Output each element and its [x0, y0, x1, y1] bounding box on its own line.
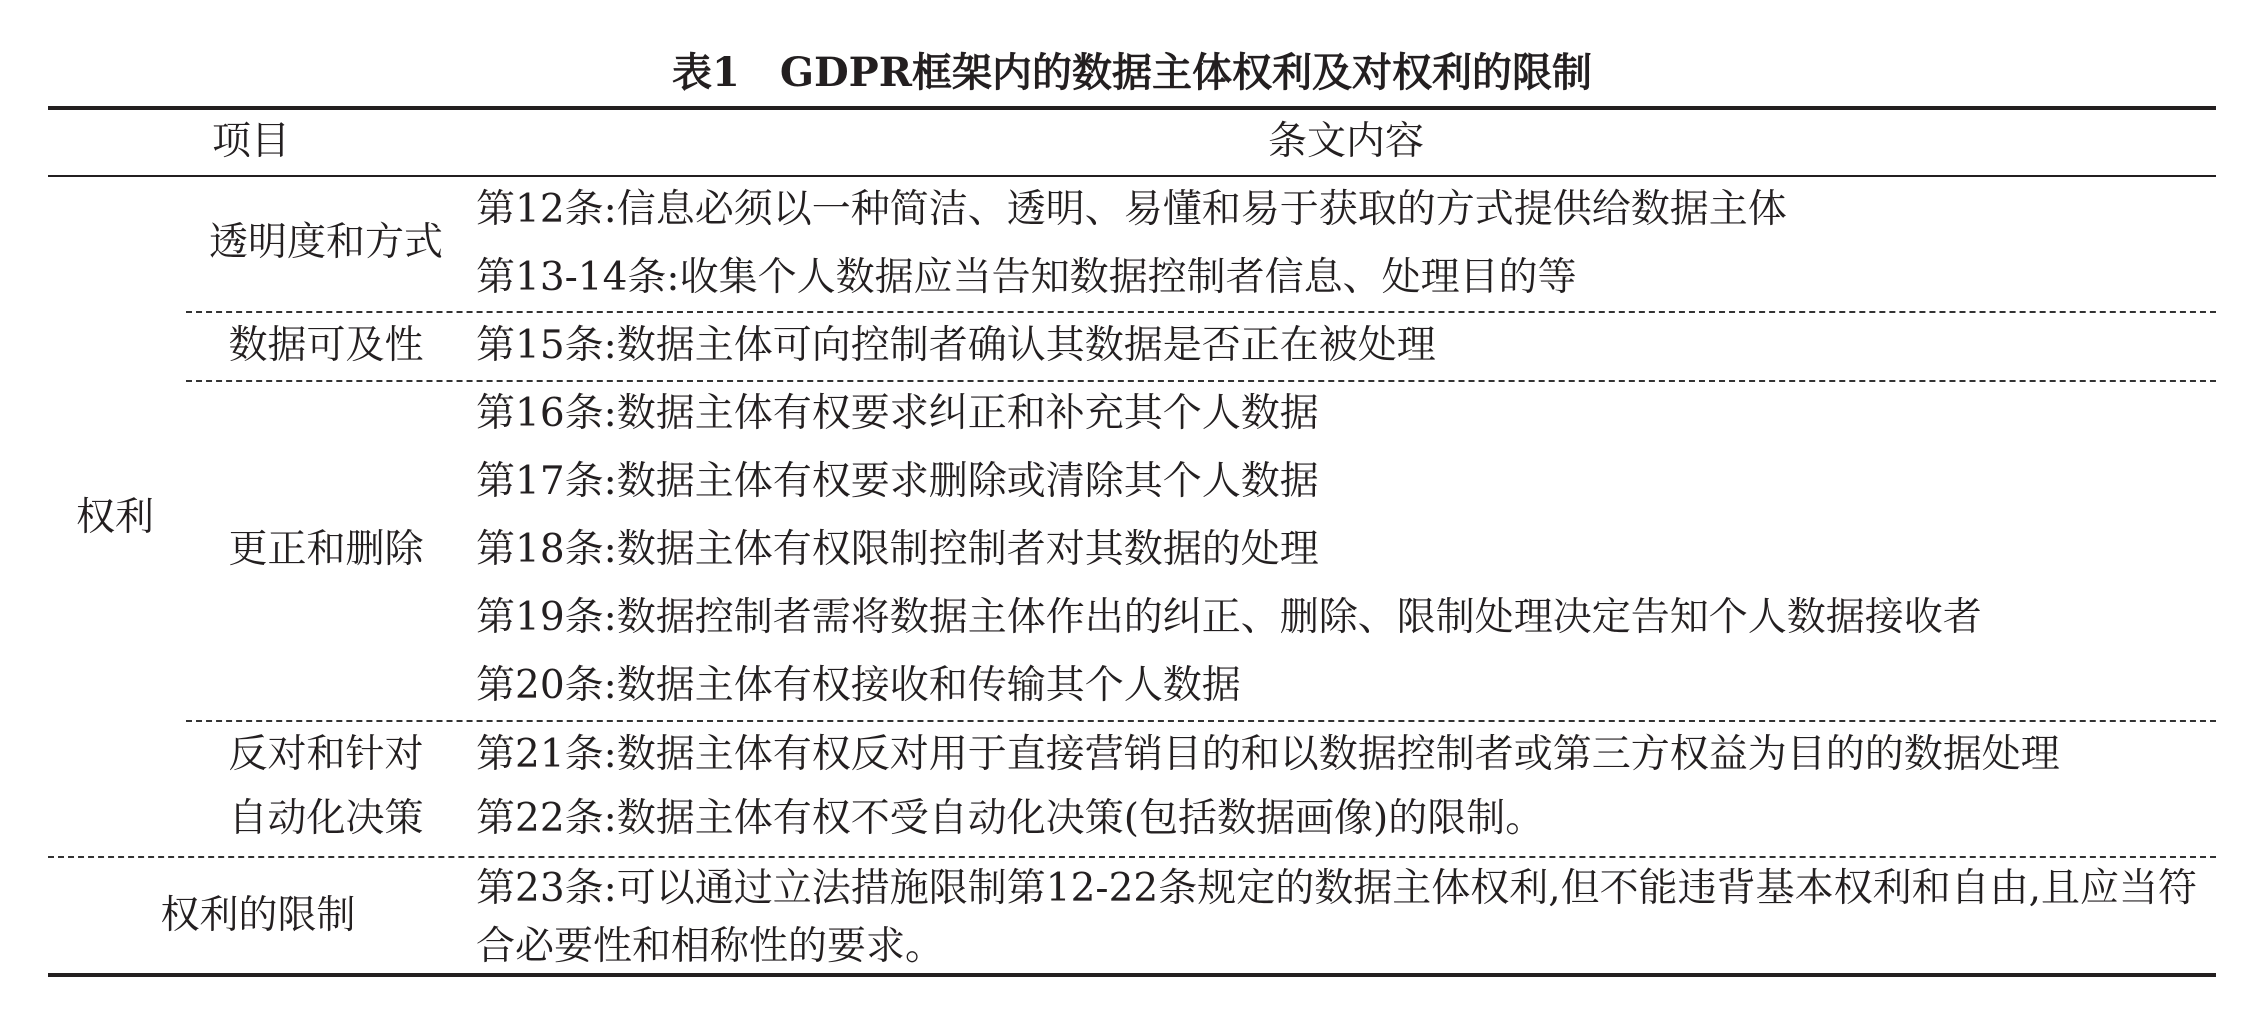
subgroup-rectification: 更正和删除	[228, 527, 424, 572]
subgroup-access: 数据可及性	[228, 323, 424, 368]
article-row: 第15条:数据主体可向控制者确认其数据是否正在被处理	[476, 323, 1436, 368]
header-content: 条文内容	[1267, 119, 1424, 164]
header-item: 项目	[212, 119, 291, 164]
article-row: 第20条:数据主体有权接收和传输其个人数据	[476, 663, 1241, 708]
article-row: 第18条:数据主体有权限制控制者对其数据的处理	[476, 527, 1319, 572]
article-row: 第17条:数据主体有权要求删除或清除其个人数据	[476, 459, 1319, 504]
article-row: 第22条:数据主体有权不受自动化决策(包括数据画像)的限制。	[476, 796, 1545, 841]
subgroup-transparency: 透明度和方式	[208, 220, 443, 265]
row-divider	[48, 856, 2216, 858]
group-limits: 权利的限制	[160, 893, 356, 938]
group-rights: 权利	[76, 495, 155, 540]
subgroup-objection: 自动化决策	[228, 796, 424, 841]
article-row: 第21条:数据主体有权反对用于直接营销目的和以数据控制者或第三方权益为目的的数据处理	[476, 732, 2060, 777]
article-row: 第19条:数据控制者需将数据主体作出的纠正、删除、限制处理决定告知个人数据接收者	[476, 595, 1982, 640]
article-row: 第12条:信息必须以一种简洁、透明、易懂和易于获取的方式提供给数据主体	[476, 187, 1787, 232]
article-row: 第23条:可以通过立法措施限制第12-22条规定的数据主体权利,但不能违背基本权利和自由,且应当符合必要性和相称性的要求。	[476, 866, 2197, 969]
subgroup-objection: 反对和针对	[228, 732, 424, 777]
table-title: 表1 GDPR框架内的数据主体权利及对权利的限制	[672, 49, 1592, 96]
article-row: 第16条:数据主体有权要求纠正和补充其个人数据	[476, 391, 1319, 436]
article-row: 第13-14条:收集个人数据应当告知数据控制者信息、处理目的等	[476, 255, 1577, 300]
